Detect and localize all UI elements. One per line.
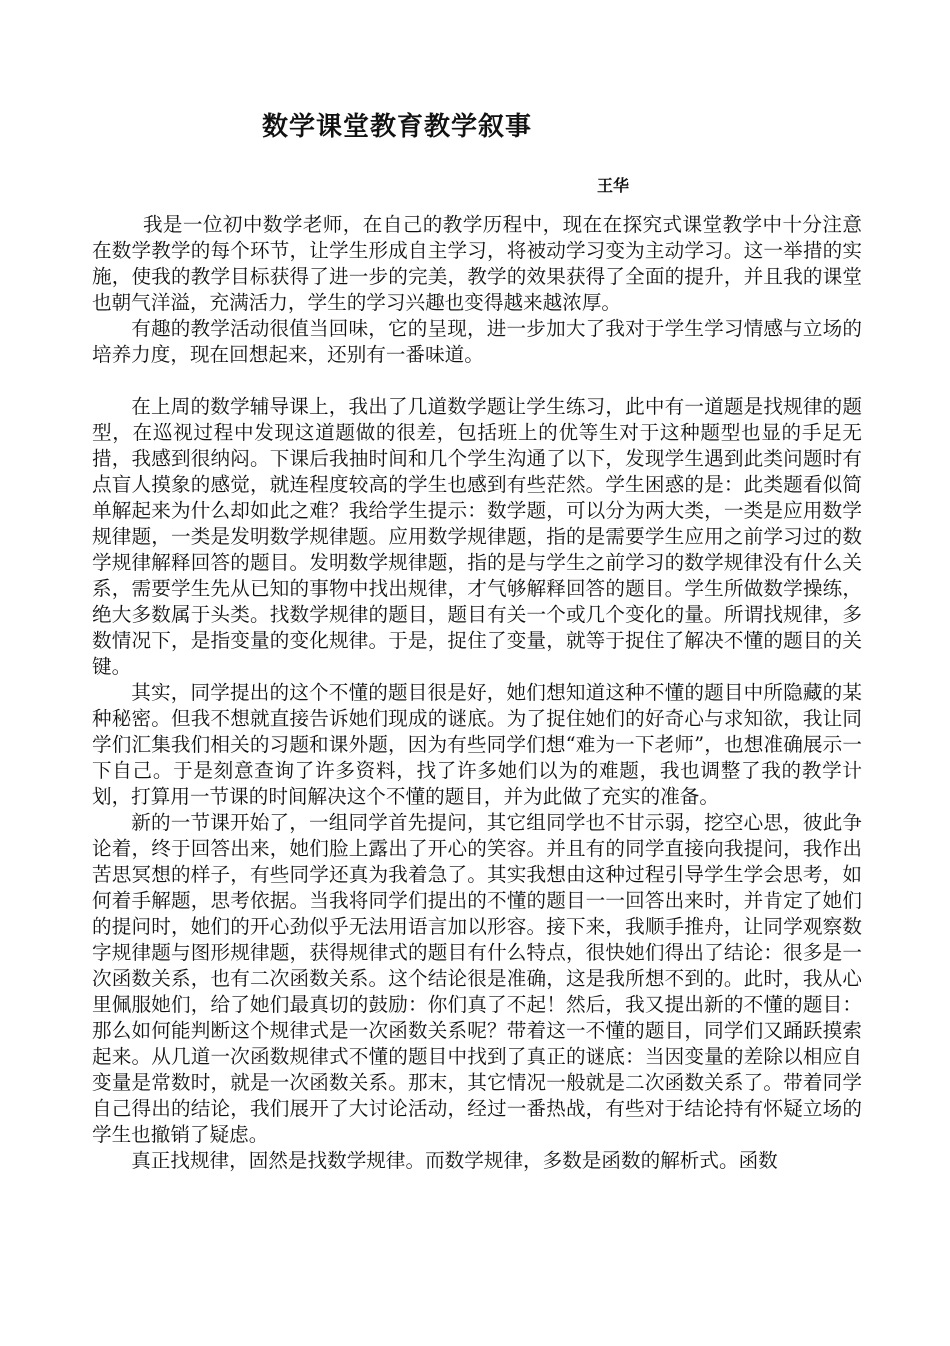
document-title: 数学课堂教育教学叙事: [262, 112, 533, 142]
paragraph-conclusion: 真正找规律，固然是找数学规律。而数学规律，多数是函数的解析式。函数: [131, 1149, 778, 1172]
author-name: 王华: [597, 176, 630, 195]
document-body: [92, 212, 862, 1174]
paragraph-lesson: 在上周的数学辅导课上，我出了几道数学题让学生练习，此中有一道题是找规律的题型，在巡视过程中发现这道题做的很差，包括班上的优等生对于这种题型也显的手足无措，我感到很纳闷。下课后我抽时间和几个学生沟通了以下，发现学生遇到此类问题时有点盲人摸象的感觉，就连程度较高的学生也感到有些茫然。学生困惑的是：此类题看似简单解起来为什么却如此之难？我给学生提示：数学题，可以分为两大类，一类是应用数学规律题，一类是发明数学规律题。应用数学规律题，指的是需要学生应用之前学习过的数学规律解释回答的题目。发明数学规律题，指的是与学生之前学习的数学规律没有什么关系，需要学生先从已知的事物中找出规律，才气够解释回答的题目。学生所做数学操练，绝大多数属于头类。找数学规律的题目，题目有关一个或几个变化的量。所谓找规律，多数情况下，是指变量的变化规律。于是，捉住了变量，就等于捉住了解决不懂的题目的关键。: [92, 395, 862, 678]
paragraph-preparation: 其实，同学提出的这个不懂的题目很是好，她们想知道这种不懂的题目中所隐藏的某种秘密。但我不想就直接告诉她们现成的谜底。为了捉住她们的好奇心与求知欲，我让同学们汇集我们相关的习题和课外题，因为有些同学们想“难为一下老师”，也想准确展示一下自己。于是刻意查询了许多资料，找了许多她们以为的难题，我也调整了我的教学计划，打算用一节课的时间解决这个不懂的题目，并为此做了充实的准备。: [92, 681, 862, 808]
paragraph-reflection: 有趣的教学活动很值当回味，它的呈现，进一步加大了我对于学生学习情感与立场的培养力度，现在回想起来，还别有一番味道。: [92, 317, 862, 366]
paragraph-intro: 我是一位初中数学老师，在自己的教学历程中，现在在探究式课堂教学中十分注意在数学教学的每个环节，让学生形成自主学习，将被动学习变为主动学习。这一举措的实施，使我的教学目标获得了进一步的完美，教学的效果获得了全面的提升，并且我的课堂也朝气洋溢，充满活力，学生的学习兴趣也变得越来越浓厚。: [92, 213, 862, 314]
paragraph-class: 新的一节课开始了，一组同学首先提问，其它组同学也不甘示弱，挖空心思，彼此争论着，终于回答出来，她们脸上露出了开心的笑容。并且有的同学直接向我提问，我作出苦思冥想的样子，有些同学还真为我着急了。其实我想由这种过程引导学生学会思考，如何着手解题，思考依据。当我将同学们提出的不懂的题目一一回答出来时，并肯定了她们的提问时，她们的开心劲似乎无法用语言加以形容。接下来，我顺手推舟，让同学观察数字规律题与图形规律题，获得规律式的题目有什么特点，很快她们得出了结论：很多是一次函数关系，也有二次函数关系。这个结论很是准确，这是我所想不到的。此时，我从心里佩服她们，给了她们最真切的鼓励：你们真了不起！然后，我又提出新的不懂的题目：那么如何能判断这个规律式是一次函数关系呢？带着这一不懂的题目，同学们又踊跃摸索起来。从几道一次函数规律式不懂的题目中找到了真正的谜底：当因变量的差除以相应自变量是常数时，就是一次函数关系。那末，其它情况一般就是二次函数关系了。带着同学自己得出的结论，我们展开了大讨论活动，经过一番热战，有些对于结论持有怀疑立场的学生也撤销了疑虑。: [92, 811, 862, 1146]
